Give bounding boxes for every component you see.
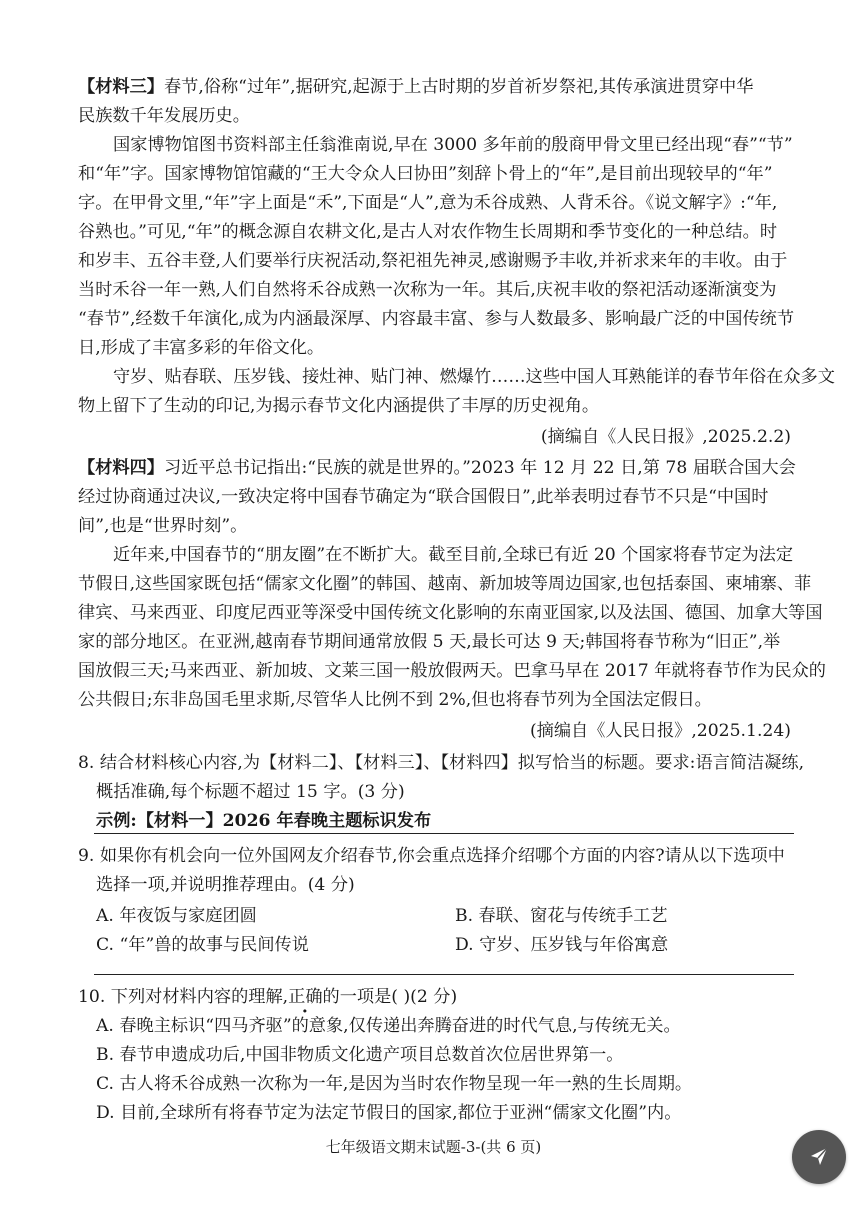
paragraph-line: 日,形成了丰富多彩的年俗文化。 [78,338,325,358]
paragraph-line: 近年来,中国春节的“朋友圈”在不断扩大。截至目前,全球已有近 20 个国家将春节定为法定 [113,545,794,565]
source-citation: (摘编自《人民日报》,2025.2.2) [540,427,791,447]
source-citation: (摘编自《人民日报》,2025.1.24) [529,721,791,741]
material-4-label: 【材料四】 [78,458,164,478]
option-c[interactable]: C. 古人将禾谷成熟一次称为一年,是因为当时农作物呈现一年一熟的生长周期。 [96,1074,693,1094]
question-9-stem: 选择一项,并说明推荐理由。(4 分) [96,875,355,895]
question-8-example: 示例:【材料一】2026 年春晚主题标识发布 [96,811,432,831]
option-c[interactable]: C. “年”兽的故事与民间传说 [96,935,309,955]
paragraph-line: 国家博物馆图书资料部主任翁淮南说,早在 3000 多年前的殷商甲骨文里已经出现“春”“节” [113,135,793,155]
option-d[interactable]: D. 守岁、压岁钱与年俗寓意 [455,935,669,955]
option-a[interactable]: A. 年夜饭与家庭团圆 [96,906,257,926]
paragraph-line: 谷熟也。”可见,“年”的概念源自农耕文化,是古人对农作物生长周期和季节变化的一种总结。时 [78,222,778,242]
material-3-label: 【材料三】 [78,77,164,97]
material-3-line-1: 【材料三】春节,俗称“过年”,据研究,起源于上古时期的岁首祈岁祭祀,其传承演进贯穿中华 [78,77,754,97]
paragraph-line: 经过协商通过决议,一致决定将中国春节确定为“联合国假日”,此举表明过春节不只是“中国时 [78,487,769,507]
question-9-options-row-1 [96,903,257,929]
paragraph-line: 和“年”字。国家博物馆馆藏的“王大令众人曰协田”刻辞卜骨上的“年”,是目前出现较早的“年” [78,164,773,184]
paragraph-line: 和岁丰、五谷丰登,人们要举行庆祝活动,祭祀祖先神灵,感谢赐予丰收,并祈求来年的丰收。由于 [78,251,788,271]
option-d[interactable]: D. 目前,全球所有将春节定为法定节假日的国家,都位于亚洲“儒家文化圈”内。 [96,1103,682,1123]
paragraph-line: 字。在甲骨文里,“年”字上面是“禾”,下面是“人”,意为禾谷成熟、人背禾谷。《说文解字》:“年, [78,193,778,213]
paragraph-line: 律宾、马来西亚、印度尼西亚等深受中国传统文化影响的东南亚国家,以及法国、德国、加拿大等国 [78,603,823,623]
back-arrow-icon [805,1143,833,1171]
paragraph-line: 间”,也是“世界时刻”。 [78,516,248,536]
paragraph-line: 当时禾谷一年一熟,人们自然将禾谷成熟一次称为一年。其后,庆祝丰收的祭祀活动逐渐演变为 [78,280,777,300]
option-b[interactable]: B. 春联、窗花与传统手工艺 [455,906,668,926]
material-3-line-2: 民族数千年发展历史。 [78,106,250,126]
paragraph-line: 节假日,这些国家既包括“儒家文化圈”的韩国、越南、新加坡等周边国家,也包括泰国、柬埔寨、菲 [78,574,812,594]
paragraph-line: 公共假日;东非岛国毛里求斯,尽管华人比例不到 2%,但也将春节列为全国法定假日。 [78,690,712,710]
paragraph-line: 家的部分地区。在亚洲,越南春节期间通常放假 5 天,最长可达 9 天;韩国将春节称为“旧正”,举 [78,632,781,652]
question-8-stem: 概括准确,每个标题不超过 15 字。(3 分) [96,782,405,802]
question-8-stem: 8. 结合材料核心内容,为【材料二】、【材料三】、【材料四】拟写恰当的标题。要求:语言简洁凝练, [78,753,805,773]
back-button[interactable] [792,1130,846,1184]
option-b[interactable]: B. 春节申遗成功后,中国非物质文化遗产项目总数首次位居世界第一。 [96,1045,624,1065]
answer-line[interactable] [94,974,794,975]
question-10-stem: 10. 下列对材料内容的理解,正确的一项是( )(2 分) [78,987,458,1007]
answer-line[interactable] [94,833,794,834]
question-9-stem: 9. 如果你有机会向一位外国网友介绍春节,你会重点选择介绍哪个方面的内容?请从以下选项中 [78,846,785,866]
paragraph-line: 物上留下了生动的印记,为揭示春节文化内涵提供了丰厚的历史视角。 [78,396,600,416]
paragraph-line: “春节”,经数千年演化,成为内涵最深厚、内容最丰富、参与人数最多、影响最广泛的中国传统节 [78,309,795,329]
page-footer: 七年级语文期末试题-3-(共 6 页) [325,1138,542,1156]
paragraph-line: 守岁、贴春联、压岁钱、接灶神、贴门神、燃爆竹……这些中国人耳熟能详的春节年俗在众多文 [113,367,835,387]
paragraph-line: 国放假三天;马来西亚、新加坡、文莱三国一般放假两天。巴拿马早在 2017 年就将春节作为民众的 [78,661,826,681]
option-a[interactable]: A. 春晚主标识“四马齐驱”的意象,仅传递出奔腾奋进的时代气息,与传统无关。 [96,1016,681,1036]
material-4-line-1: 【材料四】习近平总书记指出:“民族的就是世界的。”2023 年 12 月 22 日,第 78 届联合国大会 [78,458,796,478]
emphasis-dots: 正确 [288,987,323,1007]
